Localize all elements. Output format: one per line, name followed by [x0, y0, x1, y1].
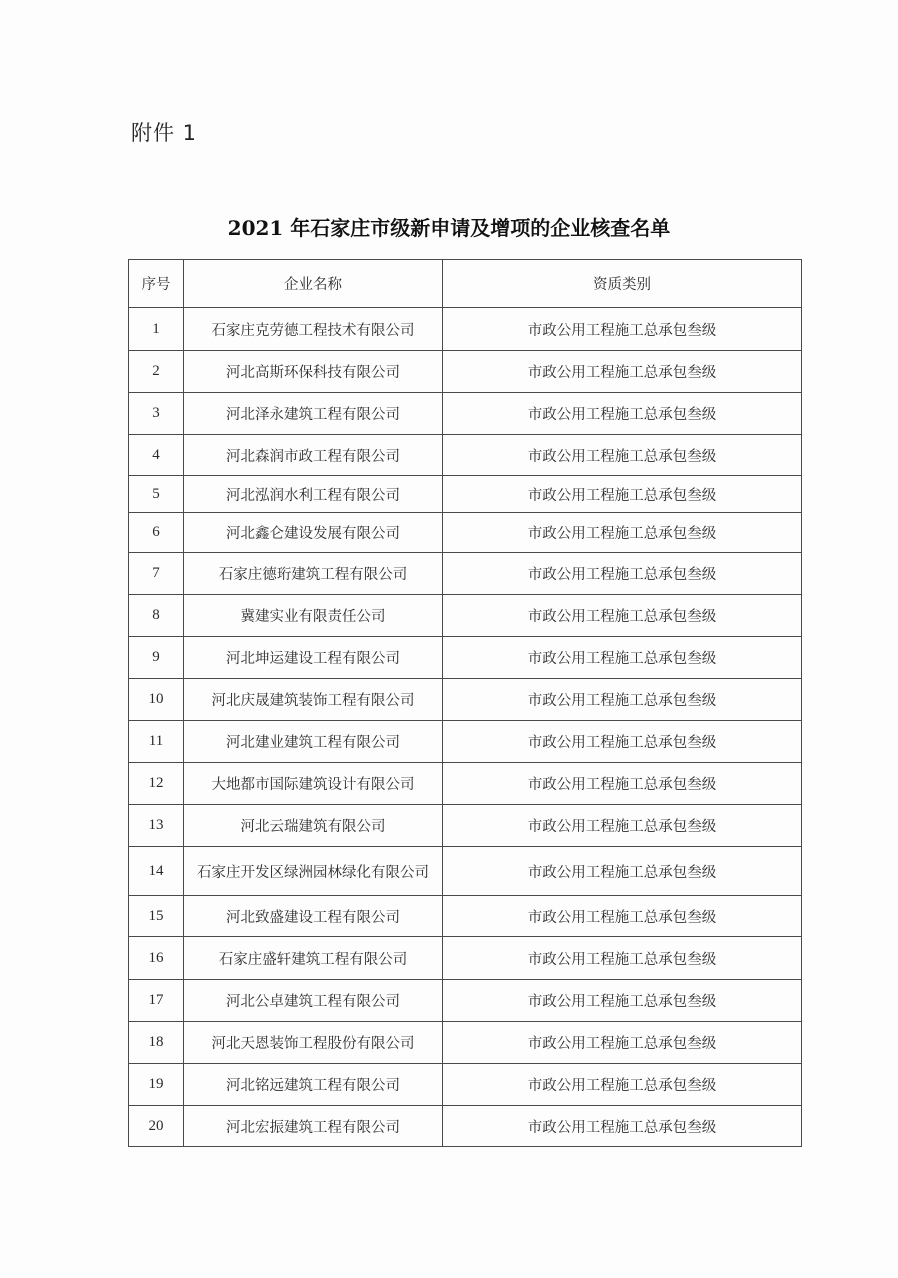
row-company-name: 大地都市国际建筑设计有限公司	[184, 763, 443, 805]
table-row	[129, 1106, 802, 1147]
row-qualification-category: 市政公用工程施工总承包叁级	[443, 1106, 802, 1147]
row-index: 16	[129, 937, 184, 980]
row-company-name: 河北森润市政工程有限公司	[184, 435, 443, 476]
row-company-name: 河北铭远建筑工程有限公司	[184, 1064, 443, 1106]
row-qualification-category: 市政公用工程施工总承包叁级	[443, 980, 802, 1022]
row-qualification-category: 市政公用工程施工总承包叁级	[443, 679, 802, 721]
table-row	[129, 763, 802, 805]
row-qualification-category: 市政公用工程施工总承包叁级	[443, 435, 802, 476]
row-company-name: 石家庄克劳德工程技术有限公司	[184, 308, 443, 351]
header-index: 序号	[129, 260, 184, 308]
attachment-label: 附件 1	[131, 121, 198, 145]
table-row	[129, 351, 802, 393]
table-row	[129, 980, 802, 1022]
row-qualification-category: 市政公用工程施工总承包叁级	[443, 595, 802, 637]
row-index: 3	[129, 393, 184, 435]
row-company-name: 河北致盛建设工程有限公司	[184, 896, 443, 937]
row-company-name: 河北鑫仑建设发展有限公司	[184, 513, 443, 553]
row-index: 19	[129, 1064, 184, 1106]
row-index: 10	[129, 679, 184, 721]
row-index: 18	[129, 1022, 184, 1064]
row-qualification-category: 市政公用工程施工总承包叁级	[443, 763, 802, 805]
table-row	[129, 805, 802, 847]
table-row	[129, 393, 802, 435]
row-index: 15	[129, 896, 184, 937]
table-header-row	[129, 260, 802, 308]
row-company-name: 河北宏振建筑工程有限公司	[184, 1106, 443, 1147]
row-qualification-category: 市政公用工程施工总承包叁级	[443, 1022, 802, 1064]
row-qualification-category: 市政公用工程施工总承包叁级	[443, 805, 802, 847]
row-index: 6	[129, 513, 184, 553]
table-row	[129, 847, 802, 896]
row-qualification-category: 市政公用工程施工总承包叁级	[443, 393, 802, 435]
row-index: 9	[129, 637, 184, 679]
row-qualification-category: 市政公用工程施工总承包叁级	[443, 721, 802, 763]
table-row	[129, 637, 802, 679]
row-company-name: 河北庆晟建筑装饰工程有限公司	[184, 679, 443, 721]
row-company-name: 河北坤运建设工程有限公司	[184, 637, 443, 679]
table-row	[129, 721, 802, 763]
row-qualification-category: 市政公用工程施工总承包叁级	[443, 847, 802, 896]
row-company-name: 河北泽永建筑工程有限公司	[184, 393, 443, 435]
document-title: 2021 年石家庄市级新申请及增项的企业核查名单	[227, 216, 671, 240]
row-company-name: 冀建实业有限责任公司	[184, 595, 443, 637]
row-company-name: 河北天恩装饰工程股份有限公司	[184, 1022, 443, 1064]
table-row	[129, 1022, 802, 1064]
row-index: 13	[129, 805, 184, 847]
row-index: 14	[129, 847, 184, 896]
company-list-table	[128, 259, 802, 1147]
table-row	[129, 1064, 802, 1106]
row-qualification-category: 市政公用工程施工总承包叁级	[443, 1064, 802, 1106]
row-index: 2	[129, 351, 184, 393]
row-company-name: 河北云瑞建筑有限公司	[184, 805, 443, 847]
row-company-name: 石家庄德珩建筑工程有限公司	[184, 553, 443, 595]
row-qualification-category: 市政公用工程施工总承包叁级	[443, 896, 802, 937]
row-company-name: 河北公卓建筑工程有限公司	[184, 980, 443, 1022]
header-category: 资质类别	[443, 260, 802, 308]
table-row	[129, 476, 802, 513]
row-company-name: 河北泓润水利工程有限公司	[184, 476, 443, 513]
table-row	[129, 896, 802, 937]
table-body	[129, 308, 802, 1147]
row-index: 17	[129, 980, 184, 1022]
row-qualification-category: 市政公用工程施工总承包叁级	[443, 553, 802, 595]
row-qualification-category: 市政公用工程施工总承包叁级	[443, 513, 802, 553]
row-index: 11	[129, 721, 184, 763]
row-index: 12	[129, 763, 184, 805]
row-company-name: 河北高斯环保科技有限公司	[184, 351, 443, 393]
row-qualification-category: 市政公用工程施工总承包叁级	[443, 351, 802, 393]
row-index: 1	[129, 308, 184, 351]
row-qualification-category: 市政公用工程施工总承包叁级	[443, 937, 802, 980]
table-row	[129, 513, 802, 553]
table-row	[129, 595, 802, 637]
table-row	[129, 435, 802, 476]
row-index: 4	[129, 435, 184, 476]
row-index: 7	[129, 553, 184, 595]
header-company: 企业名称	[184, 260, 443, 308]
table-row	[129, 937, 802, 980]
table-row	[129, 553, 802, 595]
table-row	[129, 308, 802, 351]
row-qualification-category: 市政公用工程施工总承包叁级	[443, 637, 802, 679]
table-row	[129, 679, 802, 721]
row-qualification-category: 市政公用工程施工总承包叁级	[443, 476, 802, 513]
row-company-name: 石家庄开发区绿洲园林绿化有限公司	[184, 847, 443, 896]
row-company-name: 河北建业建筑工程有限公司	[184, 721, 443, 763]
row-index: 5	[129, 476, 184, 513]
row-index: 20	[129, 1106, 184, 1147]
row-company-name: 石家庄盛轩建筑工程有限公司	[184, 937, 443, 980]
row-qualification-category: 市政公用工程施工总承包叁级	[443, 308, 802, 351]
row-index: 8	[129, 595, 184, 637]
